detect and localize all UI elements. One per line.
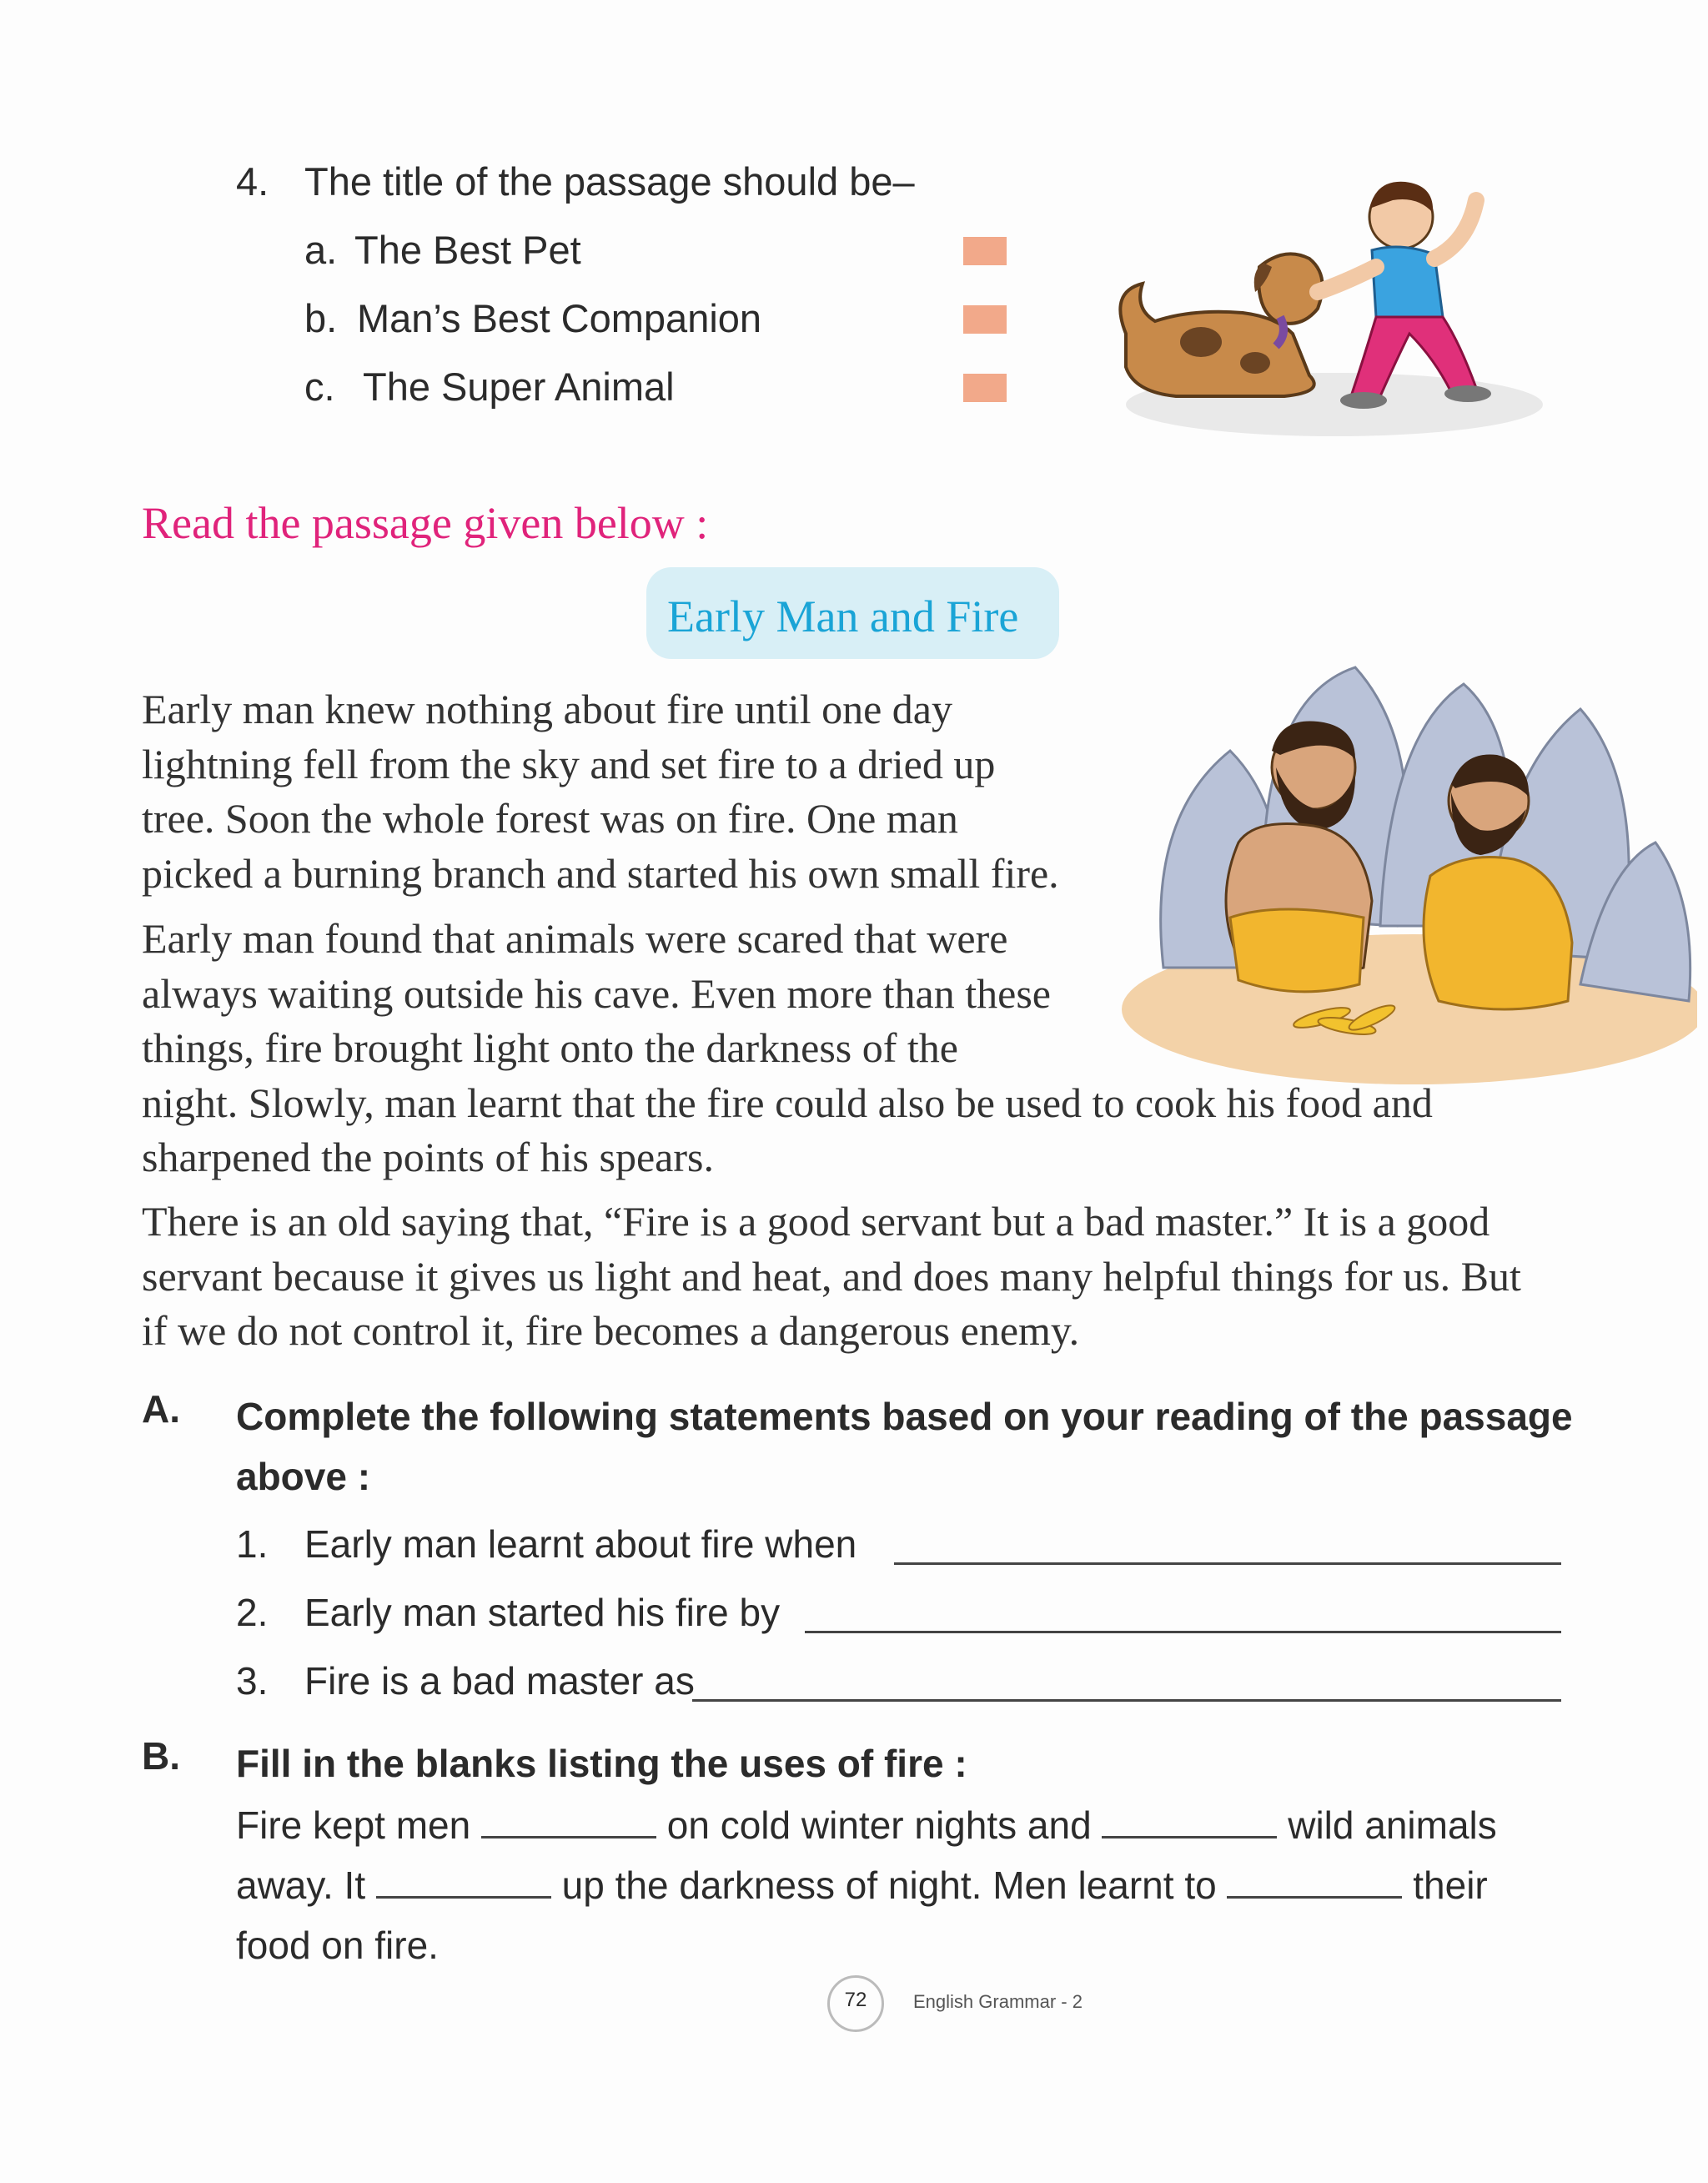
passage-p2-line-5: sharpened the points of his spears.	[142, 1134, 714, 1180]
passage-p1-line-4: picked a burning branch and started his own small fire.	[142, 849, 1059, 897]
section-b-blank-2[interactable]	[1102, 1808, 1277, 1838]
passage-title: Early Man and Fire	[667, 591, 1019, 641]
section-a-item-2-number: 2.	[236, 1591, 269, 1634]
q4-option-a-letter: a.	[304, 228, 338, 272]
passage-p2-line-3: things, fire brought light onto the darkness of the	[142, 1024, 959, 1071]
section-b-line-2	[236, 1855, 1488, 1915]
passage-p2-line-2: always waiting outside his cave. Even more than these	[142, 969, 1051, 1017]
section-b-letter: B.	[142, 1734, 180, 1778]
section-a-item-1-number: 1.	[236, 1522, 269, 1566]
q4-option-c: The Super Animal	[363, 365, 675, 409]
section-a-item-1-text: Early man learnt about fire when	[304, 1522, 857, 1566]
section-a-item-2-text: Early man started his fire by	[304, 1591, 781, 1634]
q4-question: The title of the passage should be–	[304, 159, 915, 204]
passage-paragraph-3	[142, 1195, 1521, 1359]
passage-p2-line-4: night. Slowly, man learnt that the fire could also be used to cook his food and	[142, 1079, 1433, 1126]
passage-p2-line-1: Early man found that animals were scared that were	[142, 915, 1008, 962]
passage-p1-line-3: tree. Soon the whole forest was on fire. One man	[142, 795, 958, 842]
section-a-heading-line-2: above :	[236, 1455, 371, 1498]
section-a-answer-2[interactable]	[805, 1631, 1561, 1633]
passage-paragraph-1	[142, 682, 1059, 901]
passage-paragraph-2	[142, 912, 1433, 1185]
passage-p3-line-3: if we do not control it, fire becomes a dangerous enemy.	[142, 1307, 1080, 1354]
section-a-heading	[236, 1386, 1573, 1506]
q4-number: 4.	[236, 159, 269, 204]
section-a-answer-1[interactable]	[894, 1562, 1561, 1565]
boy-with-dog-illustration	[1076, 167, 1560, 442]
q4-option-b-checkbox[interactable]	[963, 305, 1007, 334]
q4-option-a: The Best Pet	[354, 228, 581, 272]
q4-option-a-checkbox[interactable]	[963, 237, 1007, 265]
section-a-item-3-text: Fire is a bad master as	[304, 1659, 695, 1703]
section-b-line-1-c: wild animals	[1288, 1803, 1497, 1847]
q4-option-b-letter: b.	[304, 296, 338, 340]
section-a-item-3-number: 3.	[236, 1659, 269, 1703]
page-number: 72	[844, 1989, 867, 2011]
section-b-line-2-b: up the darkness of night. Men learnt to	[561, 1864, 1217, 1907]
section-a-heading-line-1: Complete the following statements based on your reading of the passage	[236, 1395, 1573, 1438]
section-b-blank-1[interactable]	[481, 1808, 656, 1838]
passage-p1-line-2: lightning fell from the sky and set fire to a dried up	[142, 740, 996, 787]
section-b-line-1-a: Fire kept men	[236, 1803, 471, 1847]
q4-option-c-checkbox[interactable]	[963, 374, 1007, 402]
section-b-blank-4[interactable]	[1227, 1868, 1402, 1899]
section-b-blank-3[interactable]	[376, 1868, 551, 1899]
section-b-line-2-c: their	[1413, 1864, 1488, 1907]
passage-p1-line-1: Early man knew nothing about fire until one day	[142, 686, 952, 732]
instruction-heading: Read the passage given below :	[142, 498, 709, 548]
section-b-line-1-b: on cold winter nights and	[666, 1803, 1092, 1847]
section-a-letter: A.	[142, 1387, 180, 1431]
section-a-answer-3[interactable]	[692, 1699, 1561, 1702]
section-b-heading: Fill in the blanks listing the uses of fire :	[236, 1742, 967, 1785]
section-b-line-2-a: away. It	[236, 1864, 366, 1907]
section-b-line-1	[236, 1795, 1497, 1855]
book-title: English Grammar - 2	[913, 1991, 1083, 2012]
section-b-line-3: food on fire.	[236, 1924, 439, 1967]
passage-p3-line-2: servant because it gives us light and heat, and does many helpful things for us. But	[142, 1252, 1521, 1300]
q4-option-c-letter: c.	[304, 365, 335, 409]
q4-option-b: Man’s Best Companion	[357, 296, 762, 340]
passage-p3-line-1: There is an old saying that, “Fire is a good servant but a bad master.” It is a good	[142, 1198, 1490, 1245]
